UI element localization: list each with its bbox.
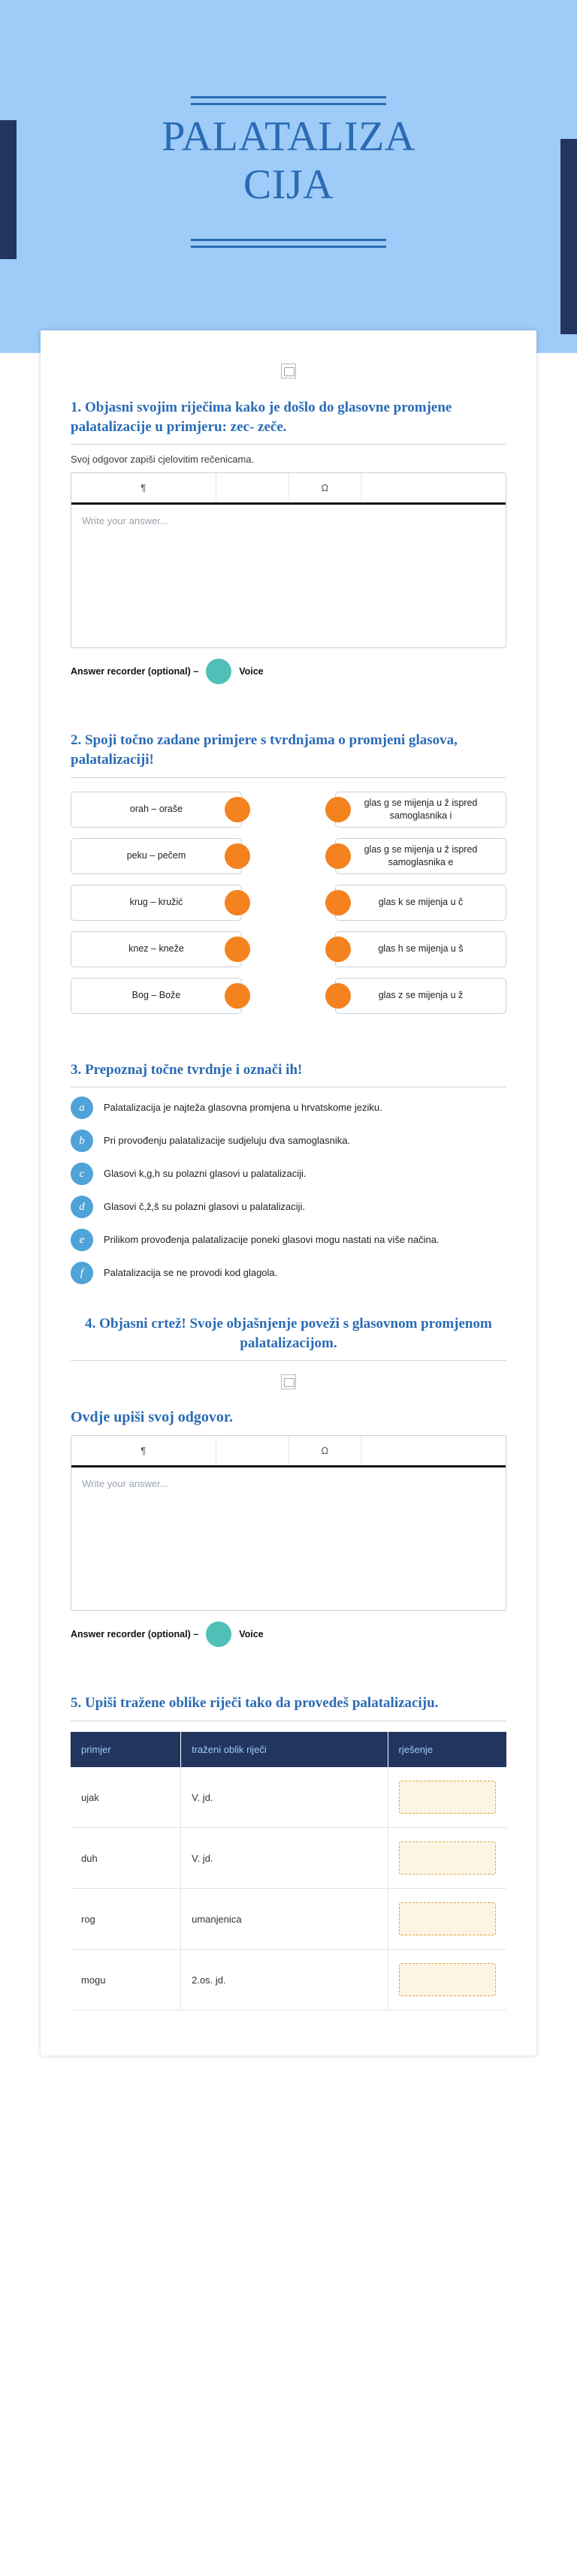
answer-input-box[interactable] (399, 1842, 496, 1875)
question-1-divider (71, 444, 506, 445)
question-3-heading: 3. Prepoznaj točne tvrdnje i označi ih! (71, 1061, 303, 1078)
question-4-recorder[interactable] (71, 1621, 506, 1647)
match-right-connector-handle[interactable] (325, 843, 351, 869)
question-2-divider (71, 777, 506, 778)
page-title-line-1: PALATALIZA (162, 113, 415, 160)
match-row (71, 838, 506, 874)
choice-option-b[interactable] (71, 1130, 506, 1152)
match-left-item[interactable] (71, 792, 242, 828)
match-left-connector-handle[interactable] (225, 937, 250, 962)
special-character-button[interactable]: Ω (289, 1436, 362, 1465)
choice-label: Palatalizacija se ne provodi kod glagola. (104, 1267, 278, 1279)
column-header-rjesenje: rješenje (388, 1732, 506, 1767)
question-1-subtitle: Svoj odgovor zapiši cjelovitim rečenicama. (71, 454, 255, 466)
broken-image-icon (281, 363, 296, 379)
match-left-connector-handle[interactable] (225, 843, 250, 869)
table-row (71, 1889, 506, 1950)
banner-divider-top-2 (191, 103, 386, 105)
answer-input-box[interactable] (399, 1963, 496, 1996)
toolbar-spacer-1 (216, 473, 289, 502)
choice-label: Palatalizacija je najteža glasovna promjena u hrvatskome jeziku. (104, 1102, 382, 1114)
special-character-button[interactable]: Ω (289, 473, 362, 502)
cell-primjer: rog (71, 1889, 181, 1950)
table-row (71, 1828, 506, 1889)
question-1-answer-input[interactable]: Write your answer... (82, 515, 168, 527)
match-right-label: glas g se mijenja u ž ispred samoglasnika e (364, 844, 478, 867)
cell-rjesenje[interactable] (388, 1950, 506, 2010)
match-left-label: krug – kružić (129, 897, 183, 908)
choice-option-d[interactable] (71, 1196, 506, 1218)
choice-letter-badge[interactable]: f (71, 1262, 93, 1284)
question-1-recorder[interactable] (71, 659, 506, 684)
question-4-answer-input[interactable]: Write your answer... (82, 1478, 168, 1490)
match-left-item[interactable] (71, 978, 242, 1014)
banner-divider-bottom-1 (191, 239, 386, 241)
cell-primjer: duh (71, 1828, 181, 1889)
match-left-connector-handle[interactable] (225, 983, 250, 1009)
record-button-icon[interactable] (206, 659, 231, 684)
match-right-connector-handle[interactable] (325, 983, 351, 1009)
choice-letter-badge[interactable]: d (71, 1196, 93, 1218)
cell-primjer: mogu (71, 1950, 181, 2010)
cell-trazeni-oblik: V. jd. (181, 1828, 388, 1889)
choice-option-f[interactable] (71, 1262, 506, 1284)
choice-label: Pri provođenju palatalizacije sudjeluju dva samoglasnika. (104, 1135, 351, 1147)
question-1-recorder-label: Answer recorder (optional) – (71, 666, 199, 677)
column-header-primjer: primjer (71, 1732, 181, 1767)
choice-option-c[interactable] (71, 1163, 506, 1185)
match-left-label: knez – kneže (128, 943, 184, 955)
choice-letter-badge[interactable]: b (71, 1130, 93, 1152)
toolbar-spacer-2 (361, 473, 506, 502)
page-banner (0, 0, 577, 353)
match-right-item[interactable] (335, 885, 506, 921)
cell-trazeni-oblik: 2.os. jd. (181, 1950, 388, 2010)
match-left-connector-handle[interactable] (225, 797, 250, 822)
cell-primjer: ujak (71, 1767, 181, 1828)
match-right-item[interactable] (335, 978, 506, 1014)
match-right-label: glas g se mijenja u ž ispred samoglasnika i (364, 798, 478, 821)
match-left-connector-handle[interactable] (225, 890, 250, 915)
toolbar-spacer-1 (216, 1436, 289, 1465)
question-1-voice-label: Voice (239, 666, 264, 677)
match-row (71, 931, 506, 967)
cell-rjesenje[interactable] (388, 1767, 506, 1828)
choice-letter-badge[interactable]: a (71, 1096, 93, 1119)
table-row (71, 1950, 506, 2010)
match-row (71, 978, 506, 1014)
match-right-item[interactable] (335, 792, 506, 828)
question-4-section-title: Ovdje upiši svoj odgovor. (71, 1409, 233, 1426)
question-5-heading: 5. Upiši tražene oblike riječi tako da provedeš palatalizaciju. (71, 1695, 439, 1712)
question-5-table (71, 1732, 506, 2010)
match-right-label: glas k se mijenja u č (378, 897, 464, 908)
question-3-choices (71, 1096, 506, 1284)
question-2-matching-area (71, 787, 506, 1027)
page-title (0, 113, 577, 210)
match-right-connector-handle[interactable] (325, 797, 351, 822)
match-right-label: glas z se mijenja u ž (378, 990, 464, 1001)
worksheet-sheet (41, 330, 536, 2056)
answer-input-box[interactable] (399, 1781, 496, 1814)
record-button-icon[interactable] (206, 1621, 231, 1647)
question-1-toolbar[interactable] (71, 473, 506, 505)
match-right-connector-handle[interactable] (325, 890, 351, 915)
question-2-heading: 2. Spoji točno zadane primjere s tvrdnjama o promjeni glasova, palatalizaciji! (71, 732, 458, 768)
match-right-label: glas h se mijenja u š (378, 943, 464, 955)
choice-letter-badge[interactable]: e (71, 1229, 93, 1251)
answer-input-box[interactable] (399, 1902, 496, 1935)
choice-letter-badge[interactable]: c (71, 1163, 93, 1185)
question-4-toolbar[interactable] (71, 1436, 506, 1467)
page-title-line-2: CIJA (243, 161, 334, 209)
cell-rjesenje[interactable] (388, 1889, 506, 1950)
question-4-editor[interactable] (71, 1435, 506, 1611)
toolbar-spacer-2 (361, 1436, 506, 1465)
question-4-voice-label: Voice (239, 1629, 264, 1640)
broken-image-icon (281, 1374, 296, 1389)
cell-trazeni-oblik: V. jd. (181, 1767, 388, 1828)
match-left-label: peku – pečem (126, 850, 186, 861)
question-4-recorder-label: Answer recorder (optional) – (71, 1629, 199, 1640)
choice-label: Prilikom provođenja palatalizacije poneki glasovi mogu nastati na više načina. (104, 1234, 440, 1246)
question-1-editor[interactable] (71, 472, 506, 648)
choice-label: Glasovi č,ž,š su polazni glasovi u palatalizaciji. (104, 1201, 306, 1213)
match-left-label: orah – oraše (129, 804, 183, 815)
match-row (71, 792, 506, 828)
paragraph-style-button[interactable]: ¶ (71, 473, 216, 502)
banner-divider-top-1 (191, 96, 386, 98)
paragraph-style-button[interactable]: ¶ (71, 1436, 216, 1465)
match-left-item[interactable] (71, 838, 242, 874)
banner-divider-bottom-2 (191, 246, 386, 248)
match-left-item[interactable] (71, 931, 242, 967)
choice-label: Glasovi k,g,h su polazni glasovi u palatalizaciji. (104, 1168, 307, 1180)
choice-option-a[interactable] (71, 1096, 506, 1119)
question-4-divider (71, 1360, 506, 1361)
cell-trazeni-oblik: umanjenica (181, 1889, 388, 1950)
choice-option-e[interactable] (71, 1229, 506, 1251)
match-right-item[interactable] (335, 931, 506, 967)
match-right-connector-handle[interactable] (325, 937, 351, 962)
match-left-item[interactable] (71, 885, 242, 921)
match-row (71, 885, 506, 921)
question-1-heading: 1. Objasni svojim riječima kako je došlo do glasovne promjene palatalizacije u primjeru: zec- zeče. (71, 400, 452, 435)
question-4-heading: 4. Objasni crtež! Svoje objašnjenje poveži s glasovnom promjenom palatalizacijom. (85, 1316, 492, 1351)
match-left-label: Bog – Bože (131, 990, 181, 1001)
table-row (71, 1767, 506, 1828)
match-right-item[interactable] (335, 838, 506, 874)
column-header-trazeni-oblik: traženi oblik riječi (181, 1732, 388, 1767)
table-header-row (71, 1732, 506, 1767)
cell-rjesenje[interactable] (388, 1828, 506, 1889)
